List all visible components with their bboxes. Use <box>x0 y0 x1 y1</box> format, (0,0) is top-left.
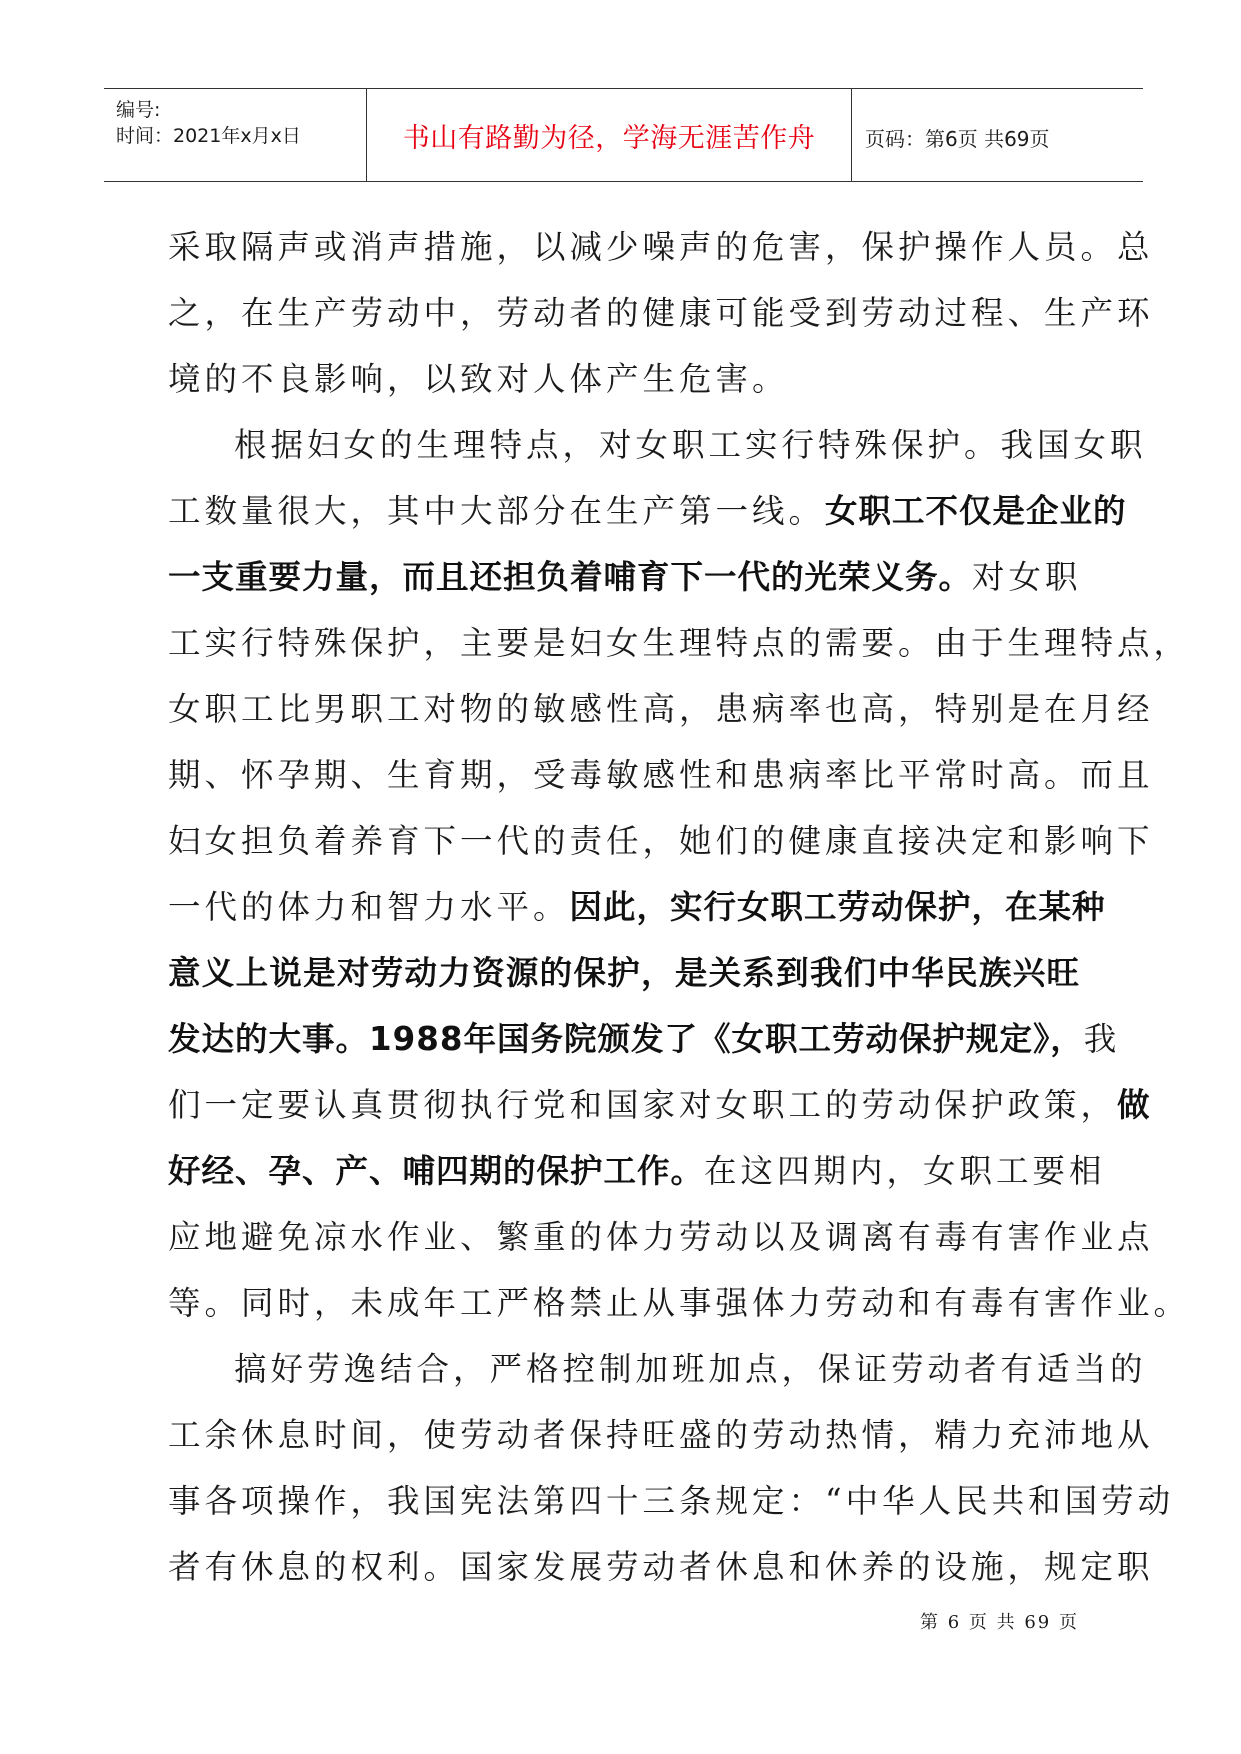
text-line <box>168 544 1080 610</box>
text-line <box>168 742 1154 808</box>
text-line <box>168 214 1154 280</box>
text-segment: 期、怀孕期、生育期，受毒敏感性和患病率比平常时高。而且 <box>168 756 1154 794</box>
header-motto: 书山有路勤为径，学海无涯苦作舟 <box>402 123 816 154</box>
text-segment: 境的不良影响，以致对人体产生危害。 <box>168 360 789 398</box>
text-segment: 采取隔声或消声措施，以减少噪声的危害，保护操作人员。总 <box>168 228 1154 266</box>
text-line <box>168 1534 1154 1600</box>
text-segment: 在这四期内，女职工要相 <box>704 1152 1106 1190</box>
text-segment: 搞好劳逸结合，严格控制加班加点，保证劳动者有适当的 <box>234 1350 1147 1388</box>
text-segment: 应地避免凉水作业、繁重的体力劳动以及调离有毒有害作业点 <box>168 1218 1154 1256</box>
bold-text-segment: 女职工不仅是企业的 <box>825 492 1127 530</box>
header-page-number: 页码：第6页 共69页 <box>865 127 1050 151</box>
text-line <box>168 1336 1147 1402</box>
text-line <box>168 280 1154 346</box>
page-header <box>104 88 1143 182</box>
text-segment: 工余休息时间，使劳动者保持旺盛的劳动热情，精力充沛地从 <box>168 1416 1154 1454</box>
text-line <box>168 610 1191 676</box>
text-line <box>168 1006 1121 1072</box>
text-segment: 对女职 <box>972 558 1082 596</box>
text-segment: 们一定要认真贯彻执行党和国家对女职工的劳动保护政策， <box>168 1086 1118 1124</box>
text-segment: 根据妇女的生理特点，对女职工实行特殊保护。我国女职 <box>234 426 1147 464</box>
text-line <box>168 1204 1154 1270</box>
text-line <box>168 1402 1154 1468</box>
text-segment: 之，在生产劳动中，劳动者的健康可能受到劳动过程、生产环 <box>168 294 1154 332</box>
text-segment: 工数量很大，其中大部分在生产第一线。 <box>168 492 826 530</box>
bold-text-segment: 意义上说是对劳动力资源的保护，是关系到我们中华民族兴旺 <box>168 954 1080 992</box>
text-line <box>168 1138 1106 1204</box>
text-line <box>168 478 1127 544</box>
text-line <box>168 412 1147 478</box>
text-segment: 者有休息的权利。国家发展劳动者休息和休养的设施，规定职 <box>168 1548 1154 1586</box>
text-line <box>168 676 1154 742</box>
text-line <box>168 1270 1191 1336</box>
text-segment: 妇女担负着养育下一代的责任，她们的健康直接决定和影响下 <box>168 822 1154 860</box>
text-line <box>168 1072 1151 1138</box>
header-info-cell <box>104 89 367 181</box>
text-segment: 事各项操作，我国宪法第四十三条规定：“中华人民共和国劳动 <box>168 1482 1175 1520</box>
text-line <box>168 346 1080 412</box>
text-segment: 工实行特殊保护，主要是妇女生理特点的需要。由于生理特点， <box>168 624 1191 662</box>
bold-text-segment: 好经、孕、产、哺四期的保护工作。 <box>168 1152 705 1190</box>
header-motto-cell <box>367 89 852 181</box>
document-number-label: 编号: <box>116 99 161 121</box>
text-line <box>168 874 1106 940</box>
page-footer-number: 第 6 页 共 69 页 <box>920 1612 1079 1633</box>
document-time-label: 时间：2021年x月x日 <box>116 125 301 147</box>
text-segment: 一代的体力和智力水平。 <box>168 888 570 926</box>
header-page-cell <box>853 89 1143 181</box>
document-body <box>168 214 1191 1600</box>
text-line <box>168 808 1154 874</box>
bold-text-segment: 发达的大事。1988年国务院颁发了《女职工劳动保护规定》， <box>168 1020 1084 1058</box>
text-segment: 等。同时，未成年工严格禁止从事强体力劳动和有毒有害作业。 <box>168 1284 1191 1322</box>
bold-text-segment: 做 <box>1117 1086 1151 1124</box>
text-line <box>168 1468 1175 1534</box>
bold-text-segment: 一支重要力量，而且还担负着哺育下一代的光荣义务。 <box>168 558 973 596</box>
text-line <box>168 940 1080 1006</box>
text-segment: 女职工比男职工对物的敏感性高，患病率也高，特别是在月经 <box>168 690 1154 728</box>
text-segment: 我 <box>1083 1020 1121 1058</box>
bold-text-segment: 因此，实行女职工劳动保护，在某种 <box>569 888 1106 926</box>
